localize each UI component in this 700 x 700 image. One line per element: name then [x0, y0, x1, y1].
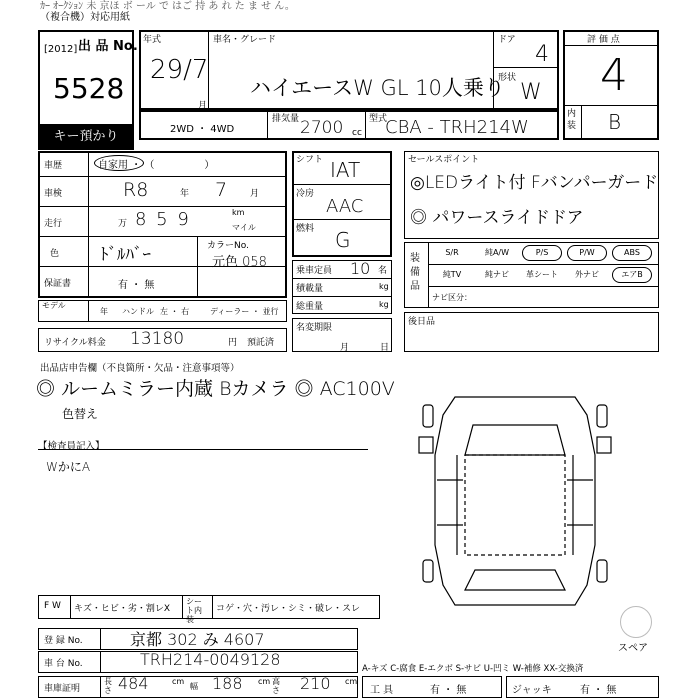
- legend: A-キズ C-腐食 E-エクボ S-サビ U-凹ミ W-補修 XX-交換済: [362, 664, 584, 674]
- model-row-year: 年: [100, 307, 108, 316]
- registration-value: 京都 302 み 4607: [130, 630, 265, 649]
- recycle-unit: 円: [228, 338, 238, 348]
- color-label: 色: [50, 249, 60, 259]
- equipment-item: 革シート: [526, 270, 558, 279]
- damage-a: キズ・ヒビ・劣・割レX: [74, 604, 170, 614]
- after-parts-label: 後日品: [408, 317, 436, 327]
- model-row-lr: 左 ・ 右: [160, 307, 190, 316]
- rating-label: 評 価 点: [587, 35, 620, 45]
- mileage-value: 8 5 9: [135, 209, 191, 230]
- length-cm: cm: [172, 677, 185, 686]
- sales-line1: ◎LEDライト付 Fバンパーガード: [410, 173, 659, 193]
- lot-number: 5528: [53, 72, 125, 105]
- equipment-item: 純A/W: [484, 248, 510, 257]
- lot-year-tag: [2012]: [44, 44, 78, 55]
- damage-c: コゲ・穴・汚レ・シミ・破レ・スレ: [216, 604, 361, 614]
- model-row-label: モデル: [42, 301, 66, 310]
- mileage-man: 万: [118, 219, 128, 229]
- header-top-text: ｶｰ ｵｰｸｼｮﾝ 未 京ほ ボ ール で はご 持 あ れ た ま せ ん。: [40, 1, 295, 12]
- inspection-era: R8: [123, 179, 149, 201]
- name-label: 車名・グレード: [213, 35, 277, 45]
- width-cm: cm: [258, 677, 271, 686]
- weight-unit: kg: [379, 300, 389, 309]
- name-value: ハイエースW GL 10人乗り: [250, 76, 505, 100]
- equipment-item: ABS: [612, 245, 652, 261]
- history-value: 自家用 ・ （ ）: [98, 160, 215, 171]
- load-label: 積載量: [296, 284, 324, 294]
- inspector-label: 【検査員記入】: [38, 441, 105, 452]
- damage-fw: F W: [44, 601, 61, 611]
- shape-value: W: [520, 80, 542, 105]
- form-label: （複合機）対応用紙: [40, 12, 130, 23]
- weight-label: 総重量: [296, 302, 324, 312]
- fuel-label: 燃料: [296, 224, 315, 234]
- tools-label: 工 具: [370, 685, 394, 696]
- spare-label: スペア: [618, 643, 648, 654]
- warranty-value: 有 ・ 無: [118, 280, 155, 291]
- inspection-year-unit: 年: [180, 189, 190, 199]
- jack-label: ジャッキ: [512, 685, 552, 696]
- interior-value: B: [608, 110, 622, 134]
- mileage-mile: マイル: [232, 223, 256, 232]
- aircon-value: AAC: [326, 196, 364, 217]
- sales-label: セールスポイント: [408, 155, 480, 165]
- report-line1: ◎ ルームミラー内蔵 Bカメラ ◎ AC100V: [36, 378, 395, 400]
- name-change-month: 月: [340, 343, 350, 353]
- history-circle: [94, 155, 144, 171]
- equipment-item: エアB: [612, 267, 652, 283]
- recycle-value: 13180: [130, 329, 185, 349]
- jack-value: 有 ・ 無: [580, 685, 617, 696]
- interior-label: 内装: [567, 109, 577, 131]
- inspector-value: WかにA: [46, 460, 91, 474]
- model-row-handle: ハンドル: [122, 307, 154, 316]
- width-label: 幅: [190, 682, 198, 691]
- sales-line2: ◎ パワースライドドア: [410, 208, 584, 228]
- shape-label: 形状: [498, 73, 517, 83]
- lot-title: 出 品 No.: [78, 39, 138, 54]
- chassis-value: TRH214-0049128: [140, 650, 281, 669]
- height-label: 高さ: [272, 677, 280, 695]
- name-change-day: 日: [380, 343, 390, 353]
- door-label: ドア: [498, 35, 516, 45]
- car-diagram: [415, 385, 615, 620]
- equipment-item: 外ナビ: [575, 270, 599, 279]
- damage-b: シート内装: [186, 597, 202, 624]
- equipment-item: P/S: [522, 245, 562, 261]
- model-row-dealer: ディーラー ・ 並行: [210, 307, 279, 316]
- report-label: 出品店申告欄（不良箇所・欠品・注意事項等）: [40, 363, 240, 374]
- registration-label: 登 録 No.: [44, 636, 83, 646]
- drive-label: 2WD ・ 4WD: [170, 124, 235, 135]
- chassis-label: 車 台 No.: [44, 659, 83, 669]
- equipment-item: 純TV: [442, 270, 462, 279]
- cc-unit: cc: [352, 128, 362, 138]
- length-label: 長さ: [104, 677, 112, 695]
- mileage-label: 走行: [44, 219, 63, 229]
- rating-value: 4: [600, 50, 628, 101]
- width-value: 188: [212, 674, 243, 693]
- aircon-label: 冷房: [296, 189, 315, 199]
- length-value: 484: [118, 674, 149, 693]
- month-suffix: 月: [198, 101, 208, 111]
- load-unit: kg: [379, 282, 389, 291]
- key-badge: キー預かり: [38, 124, 134, 150]
- year-value: 29/7: [150, 55, 209, 85]
- height-cm: cm: [345, 677, 358, 686]
- history-label: 車歴: [44, 161, 63, 171]
- mileage-km: km: [232, 208, 245, 217]
- recycle-label: リサイクル料金: [44, 338, 106, 348]
- recycle-status: 預託済: [247, 338, 275, 348]
- color-value: ﾄﾞﾙﾊﾞｰ: [100, 245, 151, 265]
- tools-value: 有 ・ 無: [430, 685, 467, 696]
- equipment-label: 装備品: [410, 253, 420, 292]
- report-line2: 色替え: [62, 407, 99, 421]
- equipment-item: 純ナビ: [485, 270, 509, 279]
- model-label: 型式: [369, 114, 388, 124]
- spare-tire-icon: [620, 606, 652, 638]
- inspection-label: 車検: [44, 189, 63, 199]
- capacity-label: 乗車定員: [296, 266, 333, 276]
- capacity-unit: 名: [378, 266, 388, 276]
- name-change-label: 名変期限: [296, 323, 333, 333]
- equipment-item: S/R: [445, 248, 459, 257]
- inspection-month: 7: [215, 179, 228, 201]
- after-parts-box: [404, 312, 659, 352]
- shift-value: IAT: [330, 158, 361, 182]
- year-label: 年式: [143, 35, 162, 45]
- warranty-label: 保証書: [44, 279, 72, 289]
- height-value: 210: [300, 674, 331, 693]
- model-value: CBA - TRH214W: [385, 117, 529, 138]
- color-code-label: カラーNo.: [207, 241, 249, 251]
- door-value: 4: [535, 42, 549, 67]
- fuel-value: G: [335, 228, 351, 252]
- equipment-item: P/W: [567, 245, 607, 261]
- capacity-value: 10: [350, 259, 371, 278]
- inspection-month-unit: 月: [250, 189, 260, 199]
- displacement-label: 排気量: [272, 114, 300, 124]
- navi-label: ナビ区分：: [432, 293, 472, 302]
- shift-label: シフト: [296, 155, 324, 165]
- certificate-label: 車庫証明: [44, 684, 81, 694]
- displacement-value: 2700: [300, 118, 344, 138]
- color-code-value: 元色 058: [212, 255, 267, 270]
